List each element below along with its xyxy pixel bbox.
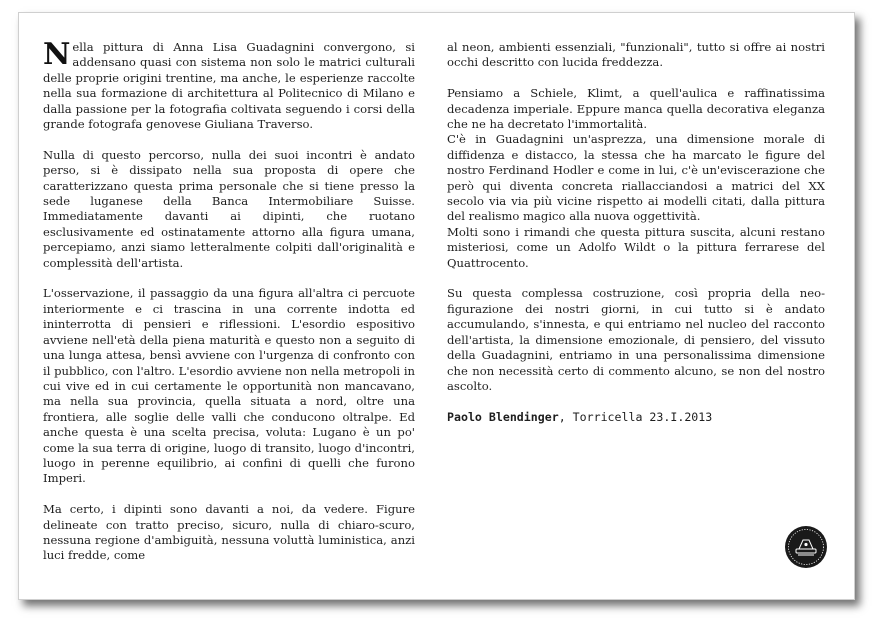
right-column (447, 40, 825, 441)
signature (447, 410, 825, 425)
left-column (43, 37, 415, 564)
signature-place-date: , Torricella 23.I.2013 (558, 409, 713, 424)
paragraph-1 (43, 37, 415, 132)
paragraph-7: C'è in Guadagnini un'asprezza, una dimensione morale di diffidenza e distacco, la stessa che ha marcato le figure del nostro Ferdinand Hodler e come in lui, c'è un'eviscerazione che però qui diventa concreta riallacciandosi a matrici del XX secolo via via più vicine rispetto ai modelli citati, dalla pittura del realismo magico alla nuova oggettività. (447, 132, 825, 224)
paragraph-8: Molti sono i rimandi che questa pittura suscita, alcuni restano misteriosi, come un Adolfo Wildt o la pittura ferrarese del Quattrocento. (447, 224, 825, 270)
circular-emblem-icon (784, 525, 828, 569)
paragraph-9: Su questa complessa costruzione, così propria della neo-figurazione dei nostri giorni, in cui tutto si è andato accumulando, s'innesta, e qui entriamo nel nucleo del racconto dell'artista, la dimensione emozionale, di pensiero, del vissuto della Guadagnini, entriamo in una personalissima dimensione che non necessità certo di commento alcuno, se non del nostro ascolto. (447, 286, 825, 393)
signature-name: Paolo Blendinger (447, 409, 559, 424)
paragraph-6: Pensiamo a Schiele, Klimt, a quell'aulica e raffinatissima decadenza imperiale. Eppure manca quella decorativa eleganza che ne ha decretato l'immortalità. (447, 86, 825, 132)
drop-cap: N (43, 37, 71, 72)
paragraph-4: Ma certo, i dipinti sono davanti a noi, da vedere. Figure delineate con tratto preciso, sicuro, nulla di chiaro-scuro, nessuna regione d'ambiguità, nessuna voluttà luministica, anzi luci fredde, come (43, 502, 415, 563)
paragraph-1-text: ella pittura di Anna Lisa Guadagnini convergono, si addensano quasi con sistema non solo le matrici culturali delle proprie origini trentine, ma anche, le esperienze raccolte nella sua formazione di architettura al Politecnico di Milano e dalla passione per la fotografia coltivata seguendo i corsi della grande fotografa genovese Giuliana Traverso. (43, 40, 415, 132)
paragraph-3: L'osservazione, il passaggio da una figura all'altra ci percuote interiormente e ci trascina in una corrente indotta ed ininterrotta di pensieri e riflessioni. L'esordio espositivo avviene nell'età della piena maturità e questo non a seguito di una lunga attesa, bensì avviene con l'urgenza di confronto con il pubblico, con l'altro. L'esordio avviene non nella metropoli in cui vive ed in cui certamente le opportunità non mancavano, ma nella sua provincia, quella situata a nord, oltre una frontiera, alle soglie delle valli che conducono oltralpe. Ed anche questa è una scelta precisa, voluta: Lugano è un po' come la sua terra di origine, luogo di transito, luogo d'incontri, luogo in perenne equilibrio, ai confini di quelli che furono Imperi. (43, 286, 415, 486)
document-page (18, 12, 855, 600)
paragraph-5: al neon, ambienti essenziali, "funzionali", tutto si offre ai nostri occhi descritto con lucida freddezza. (447, 40, 825, 70)
paragraph-2: Nulla di questo percorso, nulla dei suoi incontri è andato perso, si è dissipato nella sua proposta di opere che caratterizzano questa prima personale che si tiene presso la sede luganese della Banca Intermobiliare Suisse. Immediatamente davanti ai dipinti, che ruotano esclusivamente ed ostinatamente attorno alla figura umana, percepiamo, anzi siamo letteralmente colpiti dall'originalità e complessità dell'artista. (43, 147, 415, 270)
